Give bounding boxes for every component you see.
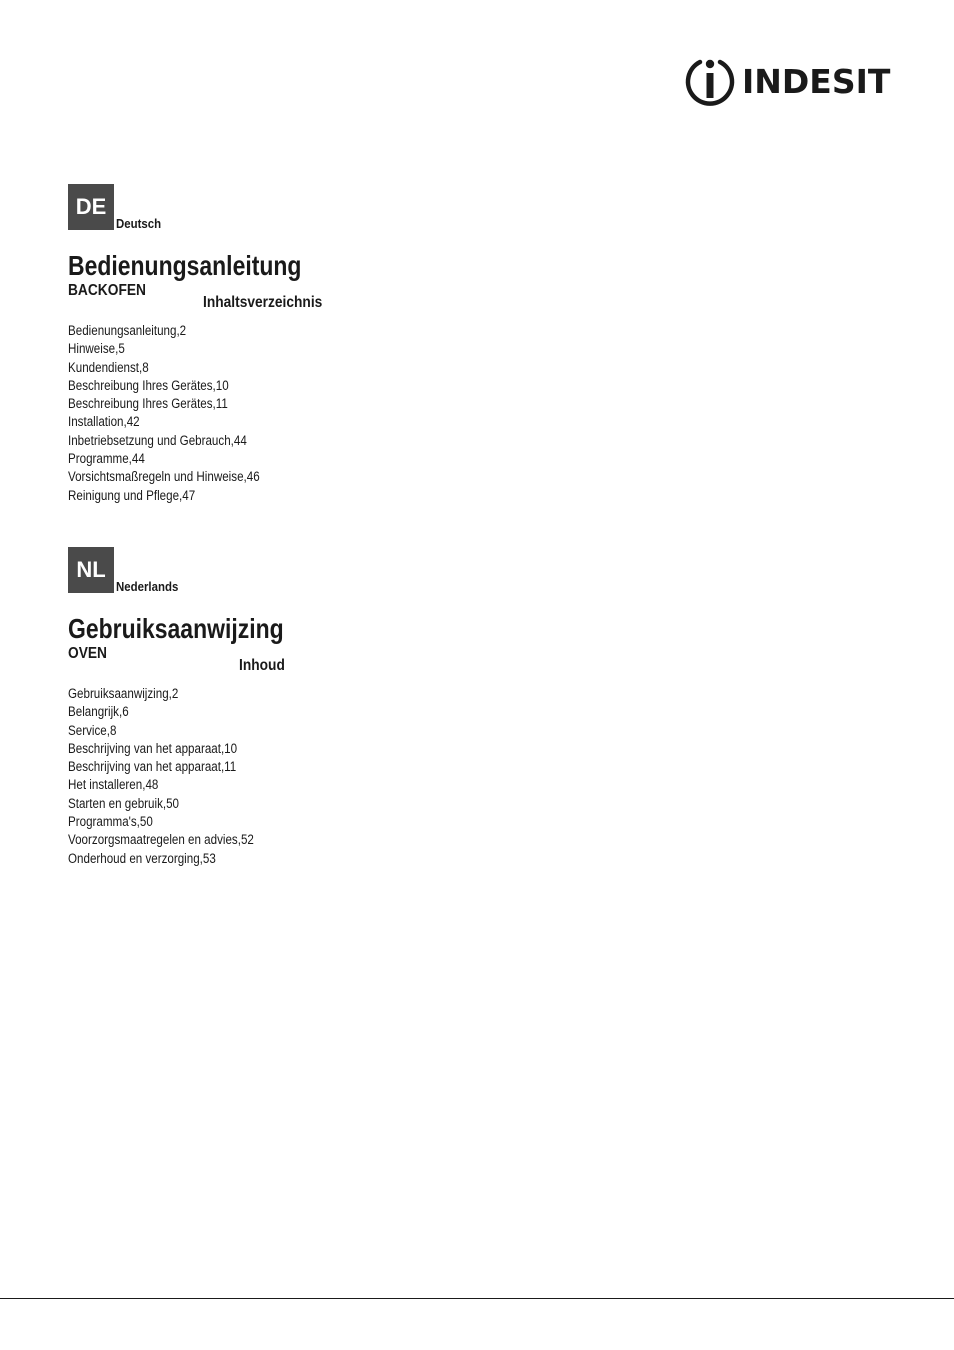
manual-title: Bedienungsanleitung <box>68 250 302 281</box>
toc-item: Starten en gebruik,50 <box>68 795 180 811</box>
toc-item: Programme,44 <box>68 451 145 467</box>
toc-item: Belangrijk,6 <box>68 704 129 720</box>
toc-item: Beschreibung Ihres Gerätes,11 <box>68 396 228 412</box>
toc-item: Inbetriebsetzung und Gebrauch,44 <box>68 432 247 448</box>
toc-item: Beschrijving van het apparaat,10 <box>68 740 238 756</box>
section-de <box>68 184 488 514</box>
manual-title: Gebruiksaanwijzing <box>68 613 284 644</box>
toc-heading: Inhaltsverzeichnis <box>203 294 323 311</box>
language-badge-nl: NL <box>68 547 114 593</box>
toc-item: Beschreibung Ihres Gerätes,10 <box>68 377 229 393</box>
toc-item: Kundendienst,8 <box>68 359 149 375</box>
toc-item: Hinweise,5 <box>68 341 125 357</box>
toc-heading: Inhoud <box>239 657 285 674</box>
language-header <box>68 184 488 230</box>
language-name: Nederlands <box>116 579 179 594</box>
toc-item: Vorsichtsmaßregeln und Hinweise,46 <box>68 469 260 485</box>
toc-item: Reinigung und Pflege,47 <box>68 487 196 503</box>
language-name: Deutsch <box>116 216 162 231</box>
toc-item: Programma's,50 <box>68 814 153 830</box>
language-header <box>68 547 488 593</box>
toc-item: Bedienungsanleitung,2 <box>68 323 187 338</box>
section-nl <box>68 547 488 877</box>
toc-item: Beschrijving van het apparaat,11 <box>68 759 237 775</box>
toc-item: Voorzorgsmaatregelen en advies,52 <box>68 832 254 848</box>
toc-list <box>68 685 284 868</box>
indesit-i-circle-icon <box>684 56 736 108</box>
toc-item: Onderhoud en verzorging,53 <box>68 850 216 866</box>
brand-name: INDESIT <box>742 62 891 101</box>
toc-item: Installation,42 <box>68 414 140 430</box>
toc-item: Service,8 <box>68 722 117 738</box>
language-badge-de: DE <box>68 184 114 230</box>
toc-list <box>68 322 291 505</box>
footer-divider <box>0 1298 954 1299</box>
toc-item: Het installeren,48 <box>68 777 159 793</box>
product-type: OVEN <box>68 645 107 662</box>
brand-logo <box>684 56 891 108</box>
toc-item: Gebruiksaanwijzing,2 <box>68 686 179 701</box>
product-type: BACKOFEN <box>68 282 146 299</box>
